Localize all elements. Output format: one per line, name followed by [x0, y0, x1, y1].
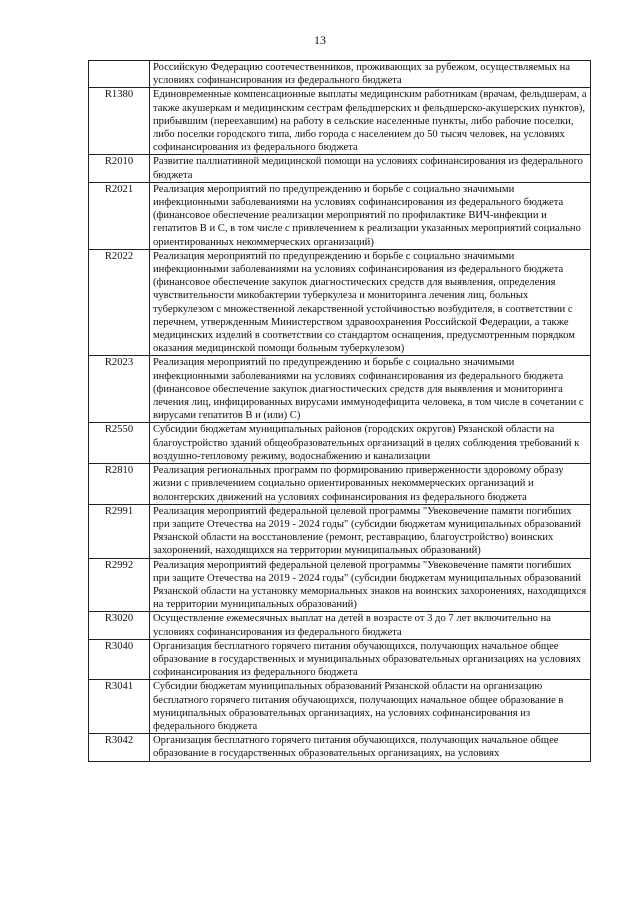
budget-codes-table — [88, 60, 591, 762]
row-code — [89, 61, 150, 88]
row-code: R2550 — [89, 423, 150, 464]
table-row — [89, 464, 591, 505]
row-description: Единовременные компенсационные выплаты медицинским работникам (врачам, фельдшерам, а также акушеркам и медицинским сестрам фельдшерских и фельдшерско-акушерских пунктов), прибывшим (переехавшим) на работу в сельские населенные пункты, либо рабочие поселки, либо поселки городского типа, либо города с населением до 50 тысяч человек, на условиях софинансирования из федерального бюджета — [150, 88, 591, 155]
table-row — [89, 61, 591, 88]
row-code: R2021 — [89, 182, 150, 249]
row-description: Российскую Федерацию соотечественников, проживающих за рубежом, осуществляемых на условиях софинансирования из федерального бюджета — [150, 61, 591, 88]
row-code: R2023 — [89, 356, 150, 423]
row-description: Реализация мероприятий по предупреждению и борьбе с социально значимыми инфекционными заболеваниями на условиях софинансирования из федерального бюджета (финансовое обеспечение реализации мероприятий по профилактике ВИЧ-инфекции и гепатитов В и С, в том числе с привлечением к реализации указанных мероприятий социально ориентированных некоммерческих организаций) — [150, 182, 591, 249]
row-code: R3040 — [89, 639, 150, 680]
page-number: 13 — [314, 33, 326, 47]
row-code: R3041 — [89, 680, 150, 734]
table-row — [89, 639, 591, 680]
table-row — [89, 182, 591, 249]
row-description: Осуществление ежемесячных выплат на детей в возрасте от 3 до 7 лет включительно на условиях софинансирования из федерального бюджета — [150, 612, 591, 639]
table-row — [89, 155, 591, 182]
row-description: Реализация мероприятий федеральной целевой программы "Увековечение памяти погибших при защите Отечества на 2019 - 2024 годы" (субсидии бюджетам муниципальных образований Рязанской области на установку мемориальных знаков на воинских захоронениях, находящихся на территории муниципальных образований) — [150, 558, 591, 612]
table-row — [89, 680, 591, 734]
row-description: Реализация мероприятий федеральной целевой программы "Увековечение памяти погибших при защите Отечества на 2019 - 2024 годы" (субсидии бюджетам муниципальных образований Рязанской области на восстановление (ремонт, реставрацию, благоустройство) воинских захоронений, находящихся на территории муниципальных образований) — [150, 504, 591, 558]
row-description: Реализация мероприятий по предупреждению и борьбе с социально значимыми инфекционными заболеваниями на условиях софинансирования из федерального бюджета (финансовое обеспечение закупок диагностических средств для выявления и мониторинга лечения лиц, инфицированных вирусами иммунодефицита человека, в том числе в сочетании с вирусами гепатитов В и (или) С) — [150, 356, 591, 423]
table-row — [89, 612, 591, 639]
row-code: R2010 — [89, 155, 150, 182]
table-row — [89, 356, 591, 423]
row-description: Реализация мероприятий по предупреждению и борьбе с социально значимыми инфекционными заболеваниями на условиях софинансирования из федерального бюджета (финансовое обеспечение закупок диагностических средств для выявления, определения чувствительности микобактерии туберкулеза и мониторинга лечения лиц, больных туберкулезом с множественной лекарственной устойчивостью возбудителя, в соответствии с перечнем, утвержденным Министерством здравоохранения Российской Федерации, а также медицинских изделий в соответствии со стандартом оснащения, предусмотренным порядком оказания медицинской помощи больным туберкулезом) — [150, 249, 591, 356]
table-row — [89, 423, 591, 464]
row-code: R2991 — [89, 504, 150, 558]
row-description: Субсидии бюджетам муниципальных районов (городских округов) Рязанской области на благоустройство зданий общеобразовательных организаций в целях соблюдения требований к воздушно-тепловому режиму, водоснабжению и канализации — [150, 423, 591, 464]
row-description: Развитие паллиативной медицинской помощи на условиях софинансирования из федерального бюджета — [150, 155, 591, 182]
row-description: Субсидии бюджетам муниципальных образований Рязанской области на организацию бесплатного горячего питания обучающихся, получающих начальное общее образование в муниципальных образовательных организациях, на условиях софинансирования из федерального бюджета — [150, 680, 591, 734]
row-code: R2810 — [89, 464, 150, 505]
table-row — [89, 88, 591, 155]
table-row — [89, 504, 591, 558]
table-row — [89, 734, 591, 761]
row-description: Реализация региональных программ по формированию приверженности здоровому образу жизни с привлечением социально ориентированных некоммерческих организаций и волонтерских движений на условиях софинансирования из федерального бюджета — [150, 464, 591, 505]
row-description: Организация бесплатного горячего питания обучающихся, получающих начальное общее образование в государственных и муниципальных образовательных организациях на условиях софинансирования из федерального бюджета — [150, 639, 591, 680]
table-row — [89, 558, 591, 612]
row-code: R1380 — [89, 88, 150, 155]
row-description: Организация бесплатного горячего питания обучающихся, получающих начальное общее образование в государственных образовательных организациях, на условиях — [150, 734, 591, 761]
row-code: R3042 — [89, 734, 150, 761]
row-code: R2992 — [89, 558, 150, 612]
row-code: R3020 — [89, 612, 150, 639]
table-row — [89, 249, 591, 356]
row-code: R2022 — [89, 249, 150, 356]
